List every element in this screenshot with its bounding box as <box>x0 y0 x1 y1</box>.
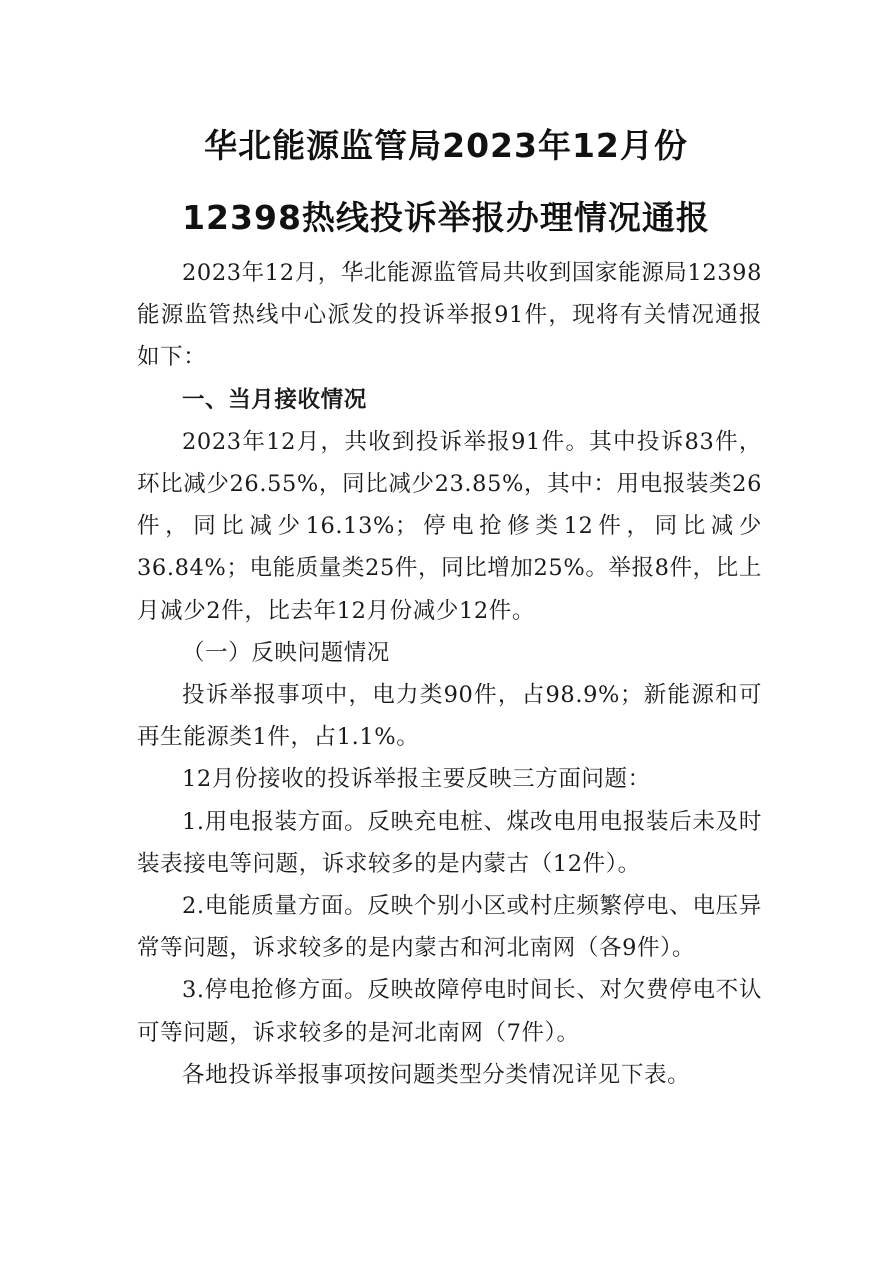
document-title-line1: 华北能源监管局2023年12月份 <box>204 126 688 165</box>
closing-paragraph: 各地投诉举报事项按问题类型分类情况详见下表。 <box>182 1061 691 1088</box>
intro-paragraph: 2023年12月，华北能源监管局共收到国家能源局12398能源监管热线中心派发的投诉举报91件，现将有关情况通报如下： <box>137 260 762 371</box>
issue3-paragraph: 3.停电抢修方面。反映故障停电时间长、对欠费停电不认可等问题，诉求较多的是河北南网（7件）。 <box>137 977 762 1046</box>
issue1-paragraph: 1.用电报装方面。反映充电桩、煤改电用电报装后未及时装表接电等问题，诉求较多的是内蒙古（12件）。 <box>137 808 762 877</box>
document-body <box>137 252 762 1096</box>
document-title-line2: 12398热线投诉举报办理情况通报 <box>182 198 710 237</box>
three-issues-paragraph: 12月份接收的投诉举报主要反映三方面问题： <box>182 766 651 793</box>
subsection1-heading: （一）反映问题情况 <box>182 639 390 666</box>
issue2-paragraph: 2.电能质量方面。反映个别小区或村庄频繁停电、电压异常等问题，诉求较多的是内蒙古和河北南网（各9件）。 <box>137 893 762 962</box>
section1-paragraph: 2023年12月，共收到投诉举报91件。其中投诉83件，环比减少26.55%，同比减少23.85%，其中：用电报装类26件，同比减少16.13%；停电抢修类12件，同比减少36.84%；电能质量类25件，同比增加25%。举报8件，比上月减少2件，比去年12月份减少12件。 <box>137 428 762 624</box>
section1-heading: 一、当月接收情况 <box>182 386 367 413</box>
categories-paragraph: 投诉举报事项中，电力类90件，占98.9%；新能源和可再生能源类1件，占1.1%。 <box>137 682 762 751</box>
